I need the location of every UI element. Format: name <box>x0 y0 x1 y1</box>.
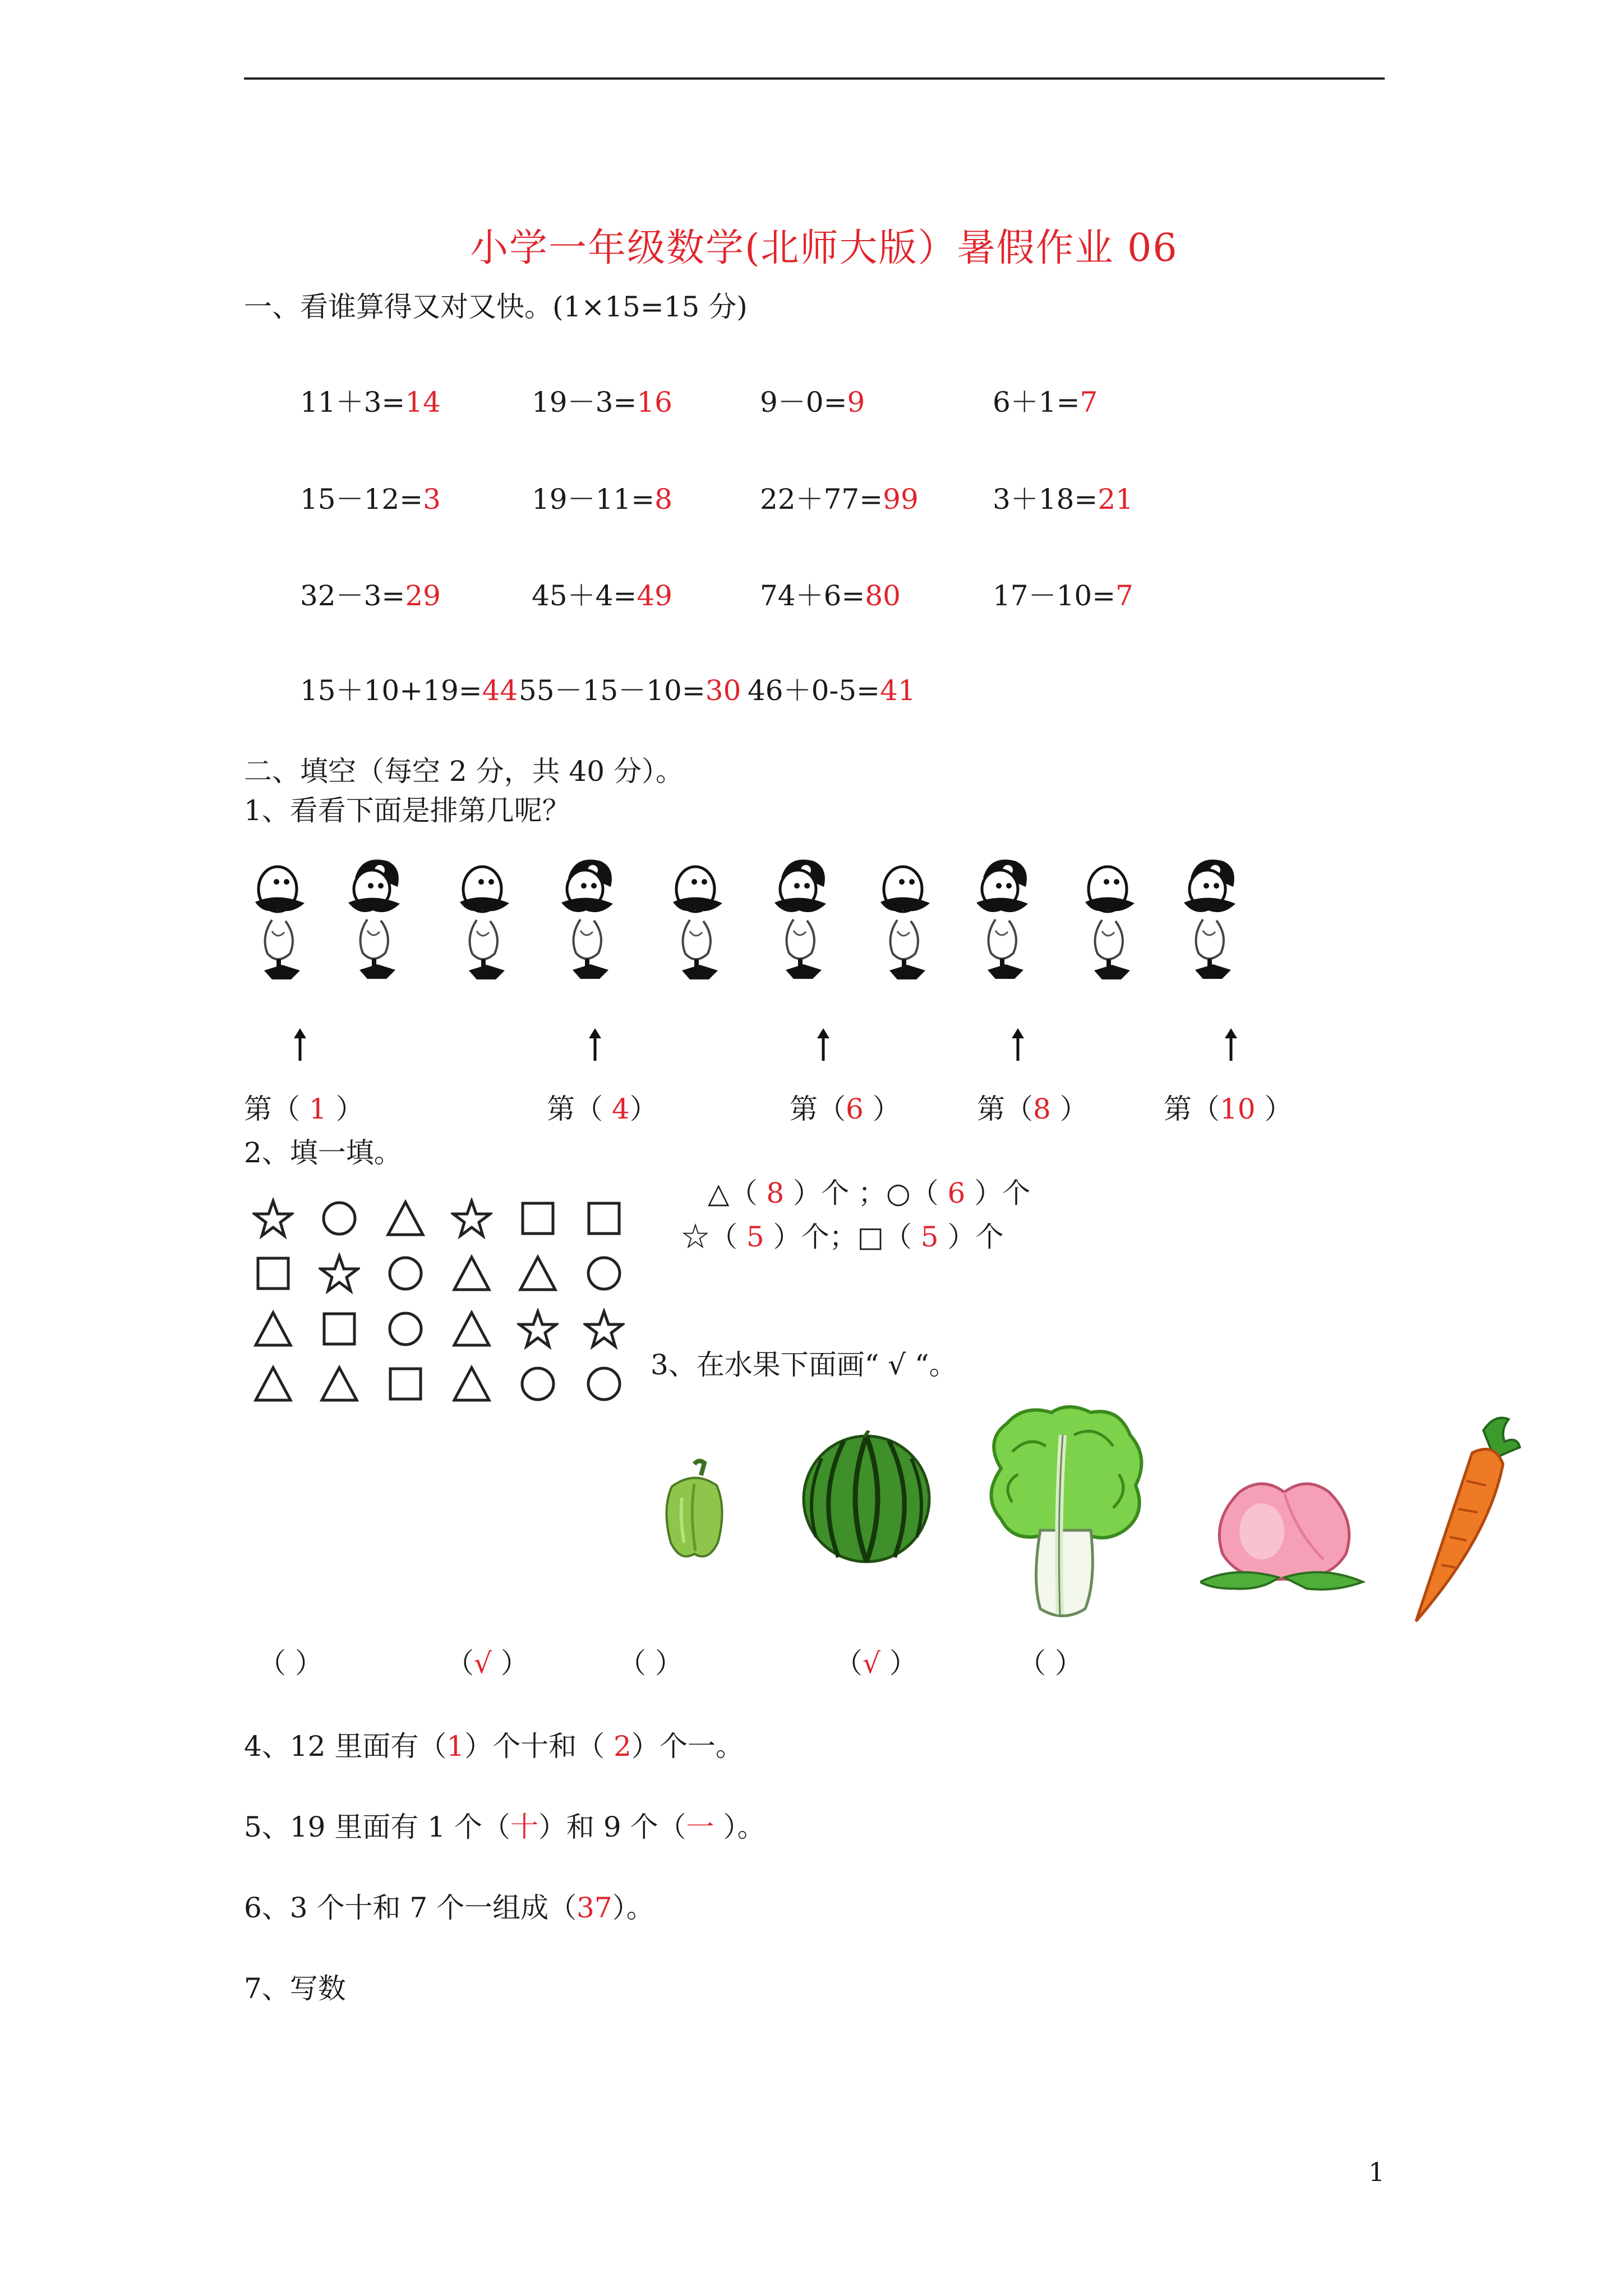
q2-prompt: 2、填一填。 <box>244 1137 402 1169</box>
circle-icon <box>583 1363 625 1405</box>
triangle-icon <box>451 1308 492 1350</box>
arrow-up-icon <box>587 1028 603 1062</box>
arithmetic-problem <box>519 674 741 707</box>
problem-answer: 29 <box>405 579 441 612</box>
ordinal-answer-4: 第（8 ） <box>977 1093 1088 1125</box>
problem-answer: 49 <box>637 579 672 612</box>
arithmetic-problem <box>300 388 441 416</box>
duck-5 <box>662 858 735 987</box>
square-icon <box>517 1198 559 1239</box>
page-number: 1 <box>1368 2157 1385 2187</box>
circle-icon <box>385 1308 426 1350</box>
problem-answer: 44 <box>482 674 518 707</box>
problem-answer: 41 <box>880 674 916 707</box>
duck-7 <box>869 858 942 987</box>
square-icon <box>319 1308 360 1350</box>
fruit-answer-1: （ ） <box>258 1647 323 1680</box>
q4-line: 4、12 里面有（1）个十和（ 2）个一。 <box>244 1730 744 1763</box>
arithmetic-problem <box>760 579 901 612</box>
problem-answer: 7 <box>1080 386 1098 418</box>
arithmetic-problem <box>760 388 865 416</box>
arithmetic-problem <box>300 483 441 516</box>
duck-cap-4 <box>552 855 625 984</box>
duck-3 <box>449 858 522 987</box>
circle-icon <box>517 1363 559 1405</box>
cabbage-icon <box>979 1401 1152 1626</box>
problem-answer: 14 <box>405 386 441 418</box>
arithmetic-problem <box>760 483 919 516</box>
problem-answer: 8 <box>654 483 672 516</box>
count-line-2: ☆（ 5 ）个；□（ 5 ）个 <box>681 1221 1004 1253</box>
duck-cap-2 <box>339 855 412 984</box>
arithmetic-problem <box>300 674 518 707</box>
triangle-icon <box>451 1253 492 1294</box>
problem-expression: 15－12= <box>300 483 423 516</box>
star-icon <box>451 1198 492 1239</box>
fruit-answer-4: （√ ） <box>834 1647 917 1680</box>
arithmetic-problem <box>532 579 672 612</box>
problem-expression: 55－15－10= <box>519 674 706 707</box>
peach-icon <box>1200 1470 1368 1593</box>
problem-expression: 15＋10+19= <box>300 674 482 707</box>
carrot-icon <box>1410 1414 1523 1627</box>
triangle-icon <box>319 1363 360 1405</box>
problem-expression: 74＋6= <box>760 579 865 612</box>
arithmetic-problem <box>532 483 672 516</box>
triangle-icon <box>385 1198 426 1239</box>
count-line-1: △（ 8 ）个 ；○（ 6 ）个 <box>708 1177 1031 1209</box>
arithmetic-problem <box>993 579 1133 612</box>
problem-answer: 80 <box>865 579 901 612</box>
ordinal-answer-5: 第（10 ） <box>1164 1093 1293 1125</box>
q3-prompt: 3、在水果下面画“ √ “。 <box>651 1349 957 1381</box>
triangle-icon <box>517 1253 559 1294</box>
problem-answer: 21 <box>1098 483 1133 516</box>
arrow-up-icon <box>815 1028 832 1062</box>
circle-icon <box>583 1253 625 1294</box>
star-icon <box>583 1308 625 1350</box>
problem-answer: 9 <box>847 386 865 418</box>
triangle-icon <box>252 1363 294 1405</box>
triangle-icon <box>252 1308 294 1350</box>
problem-expression: 19－11= <box>532 483 655 516</box>
watermelon-icon <box>799 1430 934 1565</box>
problem-answer: 99 <box>883 483 919 516</box>
arithmetic-problem <box>748 674 916 707</box>
ordinal-answer-1: 第（ 1 ） <box>244 1093 364 1125</box>
duck-cap-10 <box>1175 855 1248 984</box>
duck-1 <box>244 858 317 987</box>
problem-expression: 32－3= <box>300 579 405 612</box>
problem-answer: 3 <box>423 483 441 516</box>
problem-expression: 6＋1= <box>993 386 1080 418</box>
fruit-answer-2: （√ ） <box>446 1647 529 1680</box>
triangle-icon <box>451 1363 492 1405</box>
star-icon <box>517 1308 559 1350</box>
section2-heading: 二、填空（每空 2 分，共 40 分）。 <box>244 755 684 788</box>
q6-line: 6、3 个十和 7 个一组成（37）。 <box>244 1892 654 1924</box>
pepper-icon <box>655 1458 734 1565</box>
star-icon <box>319 1253 360 1294</box>
section1-heading: 一、看谁算得又对又快。(1×15=15 分) <box>244 291 748 323</box>
duck-9 <box>1074 858 1147 987</box>
ordinal-answer-2: 第（ 4） <box>547 1093 658 1125</box>
problem-expression: 46＋0-5= <box>748 674 880 707</box>
problem-expression: 3＋18= <box>993 483 1098 516</box>
q7-prompt: 7、写数 <box>244 1972 346 2005</box>
problem-expression: 9－0= <box>760 386 847 418</box>
square-icon <box>252 1253 294 1294</box>
problem-expression: 17－10= <box>993 579 1116 612</box>
circle-icon <box>385 1253 426 1294</box>
arithmetic-problem <box>993 388 1098 416</box>
arithmetic-problem <box>300 579 441 612</box>
q1-prompt: 1、看看下面是排第几呢？ <box>244 794 570 827</box>
arrow-up-icon <box>292 1028 308 1062</box>
problem-answer: 30 <box>705 674 741 707</box>
problem-answer: 16 <box>637 386 672 418</box>
star-icon <box>252 1198 294 1239</box>
problem-answer: 7 <box>1115 579 1133 612</box>
q5-line: 5、19 里面有 1 个（十）和 9 个（一 ）。 <box>244 1811 766 1843</box>
problem-expression: 19－3= <box>532 386 637 418</box>
problem-expression: 22＋77= <box>760 483 883 516</box>
header-rule <box>244 77 1385 80</box>
circle-icon <box>319 1198 360 1239</box>
ordinal-answer-3: 第（6 ） <box>790 1093 901 1125</box>
arrow-up-icon <box>1009 1028 1026 1062</box>
duck-cap-6 <box>766 855 838 984</box>
square-icon <box>583 1198 625 1239</box>
square-icon <box>385 1363 426 1405</box>
arithmetic-problem <box>993 483 1133 516</box>
problem-expression: 45＋4= <box>532 579 637 612</box>
arrow-up-icon <box>1223 1028 1239 1062</box>
page-title: 小学一年级数学(北师大版）暑假作业 06 <box>470 226 1178 270</box>
duck-cap-8 <box>967 855 1040 984</box>
fruit-answer-5: （ ） <box>1018 1647 1083 1680</box>
fruit-answer-3: （ ） <box>618 1647 683 1680</box>
arithmetic-problem <box>532 388 672 416</box>
problem-expression: 11＋3= <box>300 386 405 418</box>
